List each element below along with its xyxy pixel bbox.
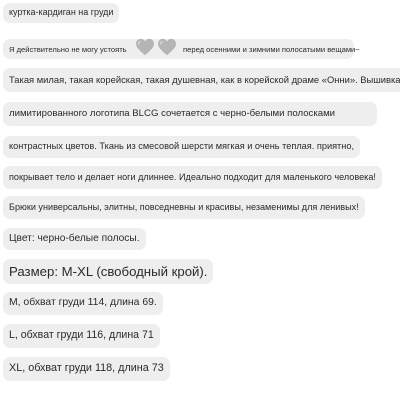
text-line-6 [3, 166, 382, 189]
size-xl-label: XL, обхват груди 118, длина 73 [9, 362, 164, 374]
size-line [3, 259, 213, 284]
size-l-line [3, 324, 160, 348]
text-line-1 [3, 3, 119, 23]
text-line-5-label: контрастных цветов. Ткань из смесовой шерсти мягкая и очень теплая. приятно, [9, 141, 355, 151]
text-line-6-label: покрывает тело и делает ноги длиннее. Идеально подходит для маленького человека! [9, 172, 376, 182]
hearts-emoji [135, 38, 177, 56]
size-xl-line [3, 357, 170, 381]
size-m-line [3, 292, 163, 315]
text-line-7 [3, 196, 365, 219]
text-line-5 [3, 136, 360, 158]
size-l-label: L, обхват груди 116, длина 71 [9, 329, 154, 341]
text-line-3-label: Такая милая, такая корейская, такая душевная, как в корейской драме «Онни». Вышивка [9, 74, 400, 85]
text-line-2 [3, 39, 360, 59]
text-line-2-part-2: перед осенними и зимними полосатыми вещами~ [183, 45, 360, 55]
size-m-label: M, обхват груди 114, длина 69. [9, 297, 157, 308]
text-line-4 [3, 102, 377, 126]
grey-heart-icon [157, 38, 177, 56]
color-line [3, 228, 146, 250]
color-label: Цвет: черно-белые полосы. [9, 233, 140, 244]
grey-heart-icon [135, 38, 155, 56]
text-line-3 [3, 68, 400, 92]
text-line-7-label: Брюки универсальны, элитны, повседневны и красивы, незаменимы для ленивых! [9, 202, 359, 212]
text-line-1-label: куртка-кардиган на груди [9, 7, 114, 17]
text-line-2-part-1: Я действительно не могу устоять [9, 45, 127, 55]
text-line-4-label: лимитированного логотипа BLCG сочетается с черно-белыми полосками [9, 108, 336, 119]
size-label: Размер: M-XL (свободный крой). [9, 264, 208, 279]
